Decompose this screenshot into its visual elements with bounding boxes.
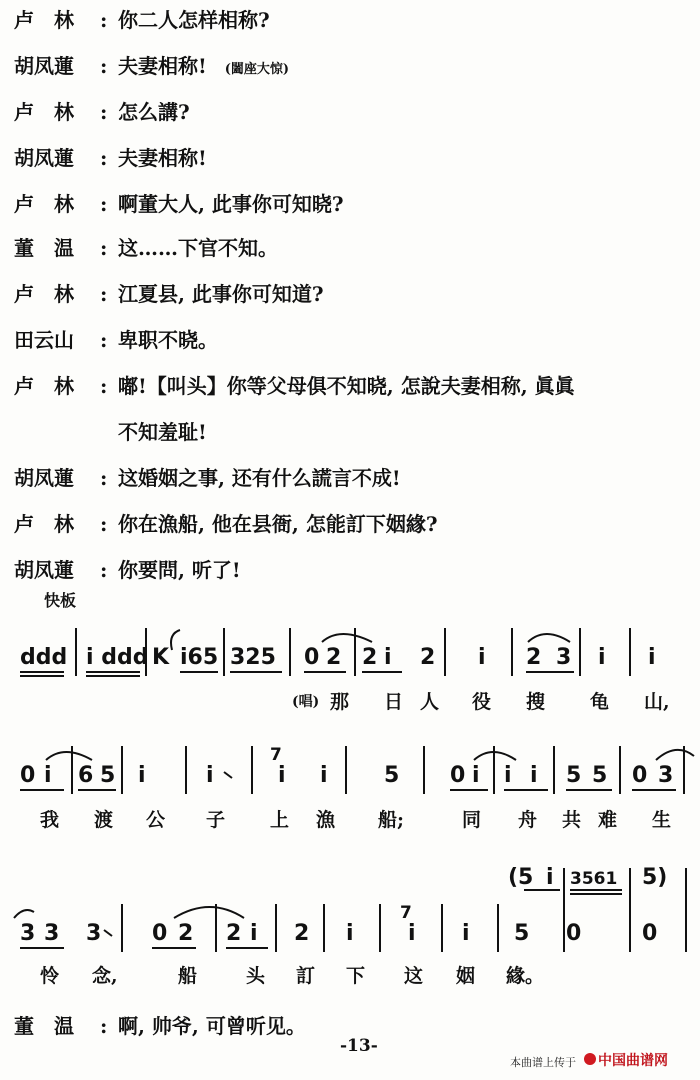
note: 2	[420, 645, 436, 670]
dialogue-line: 卢 林 : 怎么講?	[0, 92, 700, 132]
dialogue-text: 怎么講?	[118, 100, 190, 124]
dialogue-line: 胡凤蓮 : 夫妻相称!	[0, 138, 700, 178]
dialogue-text: 你二人怎样相称?	[118, 8, 270, 32]
note: 0	[642, 921, 658, 946]
lyric: 役	[472, 691, 492, 713]
note: 6	[78, 763, 94, 788]
note: i	[278, 763, 286, 788]
note: 2	[178, 921, 194, 946]
lyric: 山,	[644, 691, 670, 713]
dialogue-text: 嘟!【叫头】你等父母俱不知晓, 怎說夫妻相称, 眞眞	[118, 374, 575, 398]
score-line-1	[0, 620, 700, 720]
note: 2	[526, 645, 542, 670]
speaker-name: 卢 林	[14, 8, 74, 32]
lyric: 公	[146, 809, 166, 831]
note: i	[462, 921, 470, 946]
lyric: 搜	[526, 691, 546, 713]
speaker-name: 董 温	[14, 1014, 74, 1038]
speaker-name: 胡凤蓮	[14, 146, 74, 170]
dialogue-line: 卢 林 : 你二人怎样相称?	[0, 0, 700, 40]
lyric: 头	[246, 965, 266, 987]
dialogue-line: 卢 林 : 嘟!【叫头】你等父母俱不知晓, 怎說夫妻相称, 眞眞	[0, 366, 700, 406]
dialogue-line: 卢 林 : 啊董大人, 此事你可知晓?	[0, 184, 700, 224]
dialogue-line: 卢 林 : 江夏县, 此事你可知道?	[0, 274, 700, 314]
notation-staff	[0, 860, 700, 990]
note: i	[648, 645, 656, 670]
note: i	[384, 645, 392, 670]
bracket-beams	[524, 890, 622, 894]
note: 5	[384, 763, 400, 788]
note: 3	[86, 921, 102, 946]
speaker-name: 董 温	[14, 236, 74, 260]
watermark-logo-icon	[584, 1053, 596, 1065]
lyric: 日	[384, 691, 404, 713]
note: 3	[556, 645, 572, 670]
note: 7	[400, 903, 412, 923]
note: i	[478, 645, 486, 670]
note: 325	[230, 645, 276, 670]
stage-direction: (闔座大惊)	[224, 62, 290, 77]
lyric: 我	[40, 809, 60, 831]
note: i	[250, 921, 258, 946]
note: 0	[632, 763, 648, 788]
note: 0	[304, 645, 320, 670]
lyric: 念,	[92, 965, 118, 987]
lyric: 那	[330, 691, 350, 713]
dialogue-line: 胡凤蓮 : 你要問, 听了!	[0, 550, 700, 590]
lyric: 难	[598, 809, 618, 831]
lyric: 上	[270, 809, 290, 831]
note: 3	[658, 763, 674, 788]
lyric: 下	[346, 965, 366, 987]
speaker-name: 田云山	[14, 328, 74, 352]
note: 2	[226, 921, 242, 946]
note: K	[152, 645, 170, 670]
note: i	[206, 763, 214, 788]
dialogue-line: 董 温 : 这……下官不知。	[0, 228, 700, 268]
note: i ddd	[86, 645, 149, 670]
dialogue-text: 卑职不晓。	[118, 328, 218, 352]
dialogue-continuation: 不知羞耻!	[118, 420, 207, 444]
dialogue-text: 江夏县, 此事你可知道?	[118, 282, 324, 306]
tempo-marking: 快板	[44, 591, 77, 610]
note: 2	[362, 645, 378, 670]
lyric: 漁	[316, 809, 336, 831]
speaker-name: 卢 林	[14, 512, 74, 536]
dialogue-line: 董 温 : 啊, 帅爷, 可曾听见。	[0, 1006, 700, 1046]
notation-staff	[0, 620, 700, 720]
dialogue-text: 啊董大人, 此事你可知晓?	[118, 192, 344, 216]
score-line-2	[0, 738, 700, 838]
dialogue-text: 你要問, 听了!	[118, 558, 241, 582]
speaker-name: 卢 林	[14, 192, 74, 216]
note: 0	[20, 763, 36, 788]
lyric: 渡	[94, 809, 114, 831]
lyric: 訂	[296, 965, 316, 987]
note: i	[44, 763, 52, 788]
lyric: 怜	[40, 965, 60, 987]
notation-staff	[0, 738, 700, 838]
dialogue-text: 这婚姻之事, 还有什么謊言不成!	[118, 466, 401, 490]
note: (5	[508, 865, 534, 890]
speaker-name: 卢 林	[14, 100, 74, 124]
lyric: 船;	[378, 809, 405, 831]
speaker-name: 胡凤蓮	[14, 54, 74, 78]
lyric: 緣。	[506, 965, 545, 987]
note: 5	[566, 763, 582, 788]
lyric: 船	[178, 965, 198, 987]
note: i	[504, 763, 512, 788]
note: 5	[592, 763, 608, 788]
lyric: 姻	[456, 965, 476, 987]
note: i	[138, 763, 146, 788]
lyric: 生	[652, 809, 672, 831]
note: ddd	[20, 645, 68, 670]
speaker-name: 胡凤蓮	[14, 558, 74, 582]
note: 3561	[570, 869, 618, 889]
lyric: 这	[404, 965, 424, 987]
dialogue-text: 夫妻相称!	[118, 54, 207, 78]
watermark-brand: 中国曲谱网	[598, 1053, 668, 1069]
dialogue-text: 这……下官不知。	[118, 236, 278, 260]
note: i65	[180, 645, 219, 670]
dialogue-text: 夫妻相称!	[118, 146, 207, 170]
note: 3	[44, 921, 60, 946]
lyric: 同	[462, 809, 482, 831]
note: i	[472, 763, 480, 788]
sing-mark: (唱)	[292, 694, 320, 710]
note: 5	[514, 921, 530, 946]
note: i	[346, 921, 354, 946]
lyric: 共	[562, 809, 582, 831]
page-number: -13-	[340, 1036, 378, 1056]
dialogue-line: 胡凤蓮 : 这婚姻之事, 还有什么謊言不成!	[0, 458, 700, 498]
note: i	[320, 763, 328, 788]
note: 5	[100, 763, 116, 788]
note: 2	[294, 921, 310, 946]
note: 7	[270, 745, 282, 765]
lyric: 舟	[518, 809, 538, 831]
watermark-text: 本曲谱上传于	[510, 1056, 576, 1069]
dialogue-line: 卢 林 : 你在漁船, 他在县衙, 怎能訂下姻緣?	[0, 504, 700, 544]
note: i	[598, 645, 606, 670]
lyric: 龟	[590, 691, 610, 713]
dialogue-line: 田云山 : 卑职不晓。	[0, 320, 700, 360]
note: i	[546, 865, 554, 890]
dialogue-line: 胡凤蓮 : 夫妻相称! (闔座大惊)	[0, 46, 700, 86]
note: 5)	[642, 865, 668, 890]
lyric: 人	[420, 691, 440, 713]
dialogue-text: 啊, 帅爷, 可曾听见。	[118, 1014, 306, 1038]
lyric: 子	[206, 809, 226, 831]
note: i	[530, 763, 538, 788]
note: i	[408, 921, 416, 946]
note: 0	[450, 763, 466, 788]
note: 2	[326, 645, 342, 670]
note: 3	[20, 921, 36, 946]
dialogue-text: 你在漁船, 他在县衙, 怎能訂下姻緣?	[118, 512, 438, 536]
note: 0	[566, 921, 582, 946]
speaker-name: 胡凤蓮	[14, 466, 74, 490]
score-line-3	[0, 860, 700, 990]
note: 0	[152, 921, 168, 946]
speaker-name: 卢 林	[14, 374, 74, 398]
speaker-name: 卢 林	[14, 282, 74, 306]
